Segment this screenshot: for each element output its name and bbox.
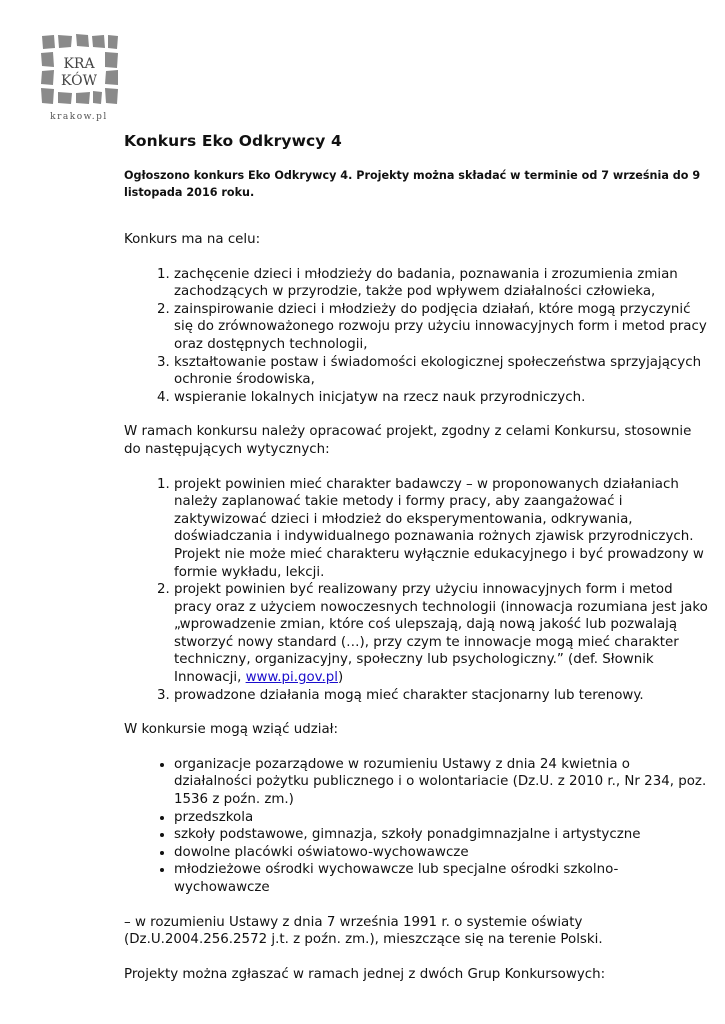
list-item: 2. zainspirowanie dzieci i młodzieży do podjęcia działań, które mogą przyczynić się do zrównoważonego rozwoju przy użyciu innowacyjnych form i metod pracy oraz dostępnych technologii, [174,301,709,354]
logo-url: krakow.pl [50,112,108,122]
list-item: 3. kształtowanie postaw i świadomości ekologicznej społeczeństwa sprzyjających ochronie środowiska, [174,354,709,389]
law-note: – w rozumieniu Ustawy z dnia 7 września 1991 r. o systemie oświaty (Dz.U.2004.256.2572 j.t. z poźn. zm.), mieszczące się na terenie Polski. [124,914,603,948]
list-item: • dowolne placówki oświatowo-wychowawcze [174,844,709,862]
guideline-text-end: ) [338,670,344,686]
goals-intro: Konkurs ma na celu: [124,232,261,247]
goals-list [124,266,709,407]
logo-text-line2: KÓW [61,73,97,89]
list-item: 1. projekt powinien mieć charakter badawczy – w proponowanych działaniach należy zaplanować takie metody i formy pracy, aby zaangażować i zaktywizować dzieci i młodzież do eksperymentowania, odkrywania, doświadczania i indywidualnego poznawania rożnych zjawisk przyrodniczych. Projekt nie może mieć charakteru wyłącznie edukacyjnego i być prowadzony w formie wykładu, lekcji. [174,476,709,582]
lead-paragraph: Ogłoszono konkurs Eko Odkrywcy 4. Projekty można składać w terminie od 7 września do 9 listopada 2016 roku. [124,169,701,199]
list-item: • szkoły podstawowe, gimnazja, szkoły ponadgimnazjalne i artystyczne [174,826,709,844]
list-item [174,581,709,687]
list-item: • przedszkola [174,809,709,827]
article-content [124,132,709,1000]
list-item: 4. wspieranie lokalnych inicjatyw na rzecz nauk przyrodniczych. [174,389,709,407]
krakow-logo [38,32,120,124]
list-item: • młodzieżowe ośrodki wychowawcze lub specjalne ośrodki szkolno-wychowawcze [174,861,709,896]
krakow-logo-graphic [38,32,120,124]
guidelines-intro: W ramach konkursu należy opracować projekt, zgodny z celami Konkursu, stosownie do następujących wytycznych: [124,424,692,457]
list-item: 3. prowadzone działania mogą mieć charakter stacjonarny lub terenowy. [174,687,709,705]
logo-text-line1: KRA [63,56,95,72]
list-item: • organizacje pozarządowe w rozumieniu Ustawy z dnia 24 kwietnia o działalności pożytku publicznego i o wolontariacie (Dz.U. z 2010 r., Nr 234, poz. 1536 z poźn. zm.) [174,756,709,809]
participants-list [124,756,709,897]
groups-intro: Projekty można zgłaszać w ramach jednej z dwóch Grup Konkursowych: [124,966,606,982]
pi-gov-link[interactable]: www.pi.gov.pl [245,670,339,686]
page-title: Konkurs Eko Odkrywcy 4 [124,132,342,150]
guideline-text: projekt powinien być realizowany przy użyciu innowacyjnych form i metod pracy oraz z użyciem nowoczesnych technologii (innowacja rozumiana jest jako „wprowadzenie zmian, które coś ulepszają, dają nową jakość lub pozwalają stworzyć nowy standard (…), przy czym te innowacje mogą mieć charakter techniczny, organizacyjny, społeczny lub psychologiczny.” (def. Słownik Innowacji, [174,582,708,686]
participants-intro: W konkursie mogą wziąć udział: [124,722,338,738]
guidelines-list [124,476,709,705]
list-item: 1. zachęcenie dzieci i młodzieży do badania, poznawania i zrozumienia zmian zachodzących w przyrodzie, także pod wpływem działalności człowieka, [174,266,709,301]
